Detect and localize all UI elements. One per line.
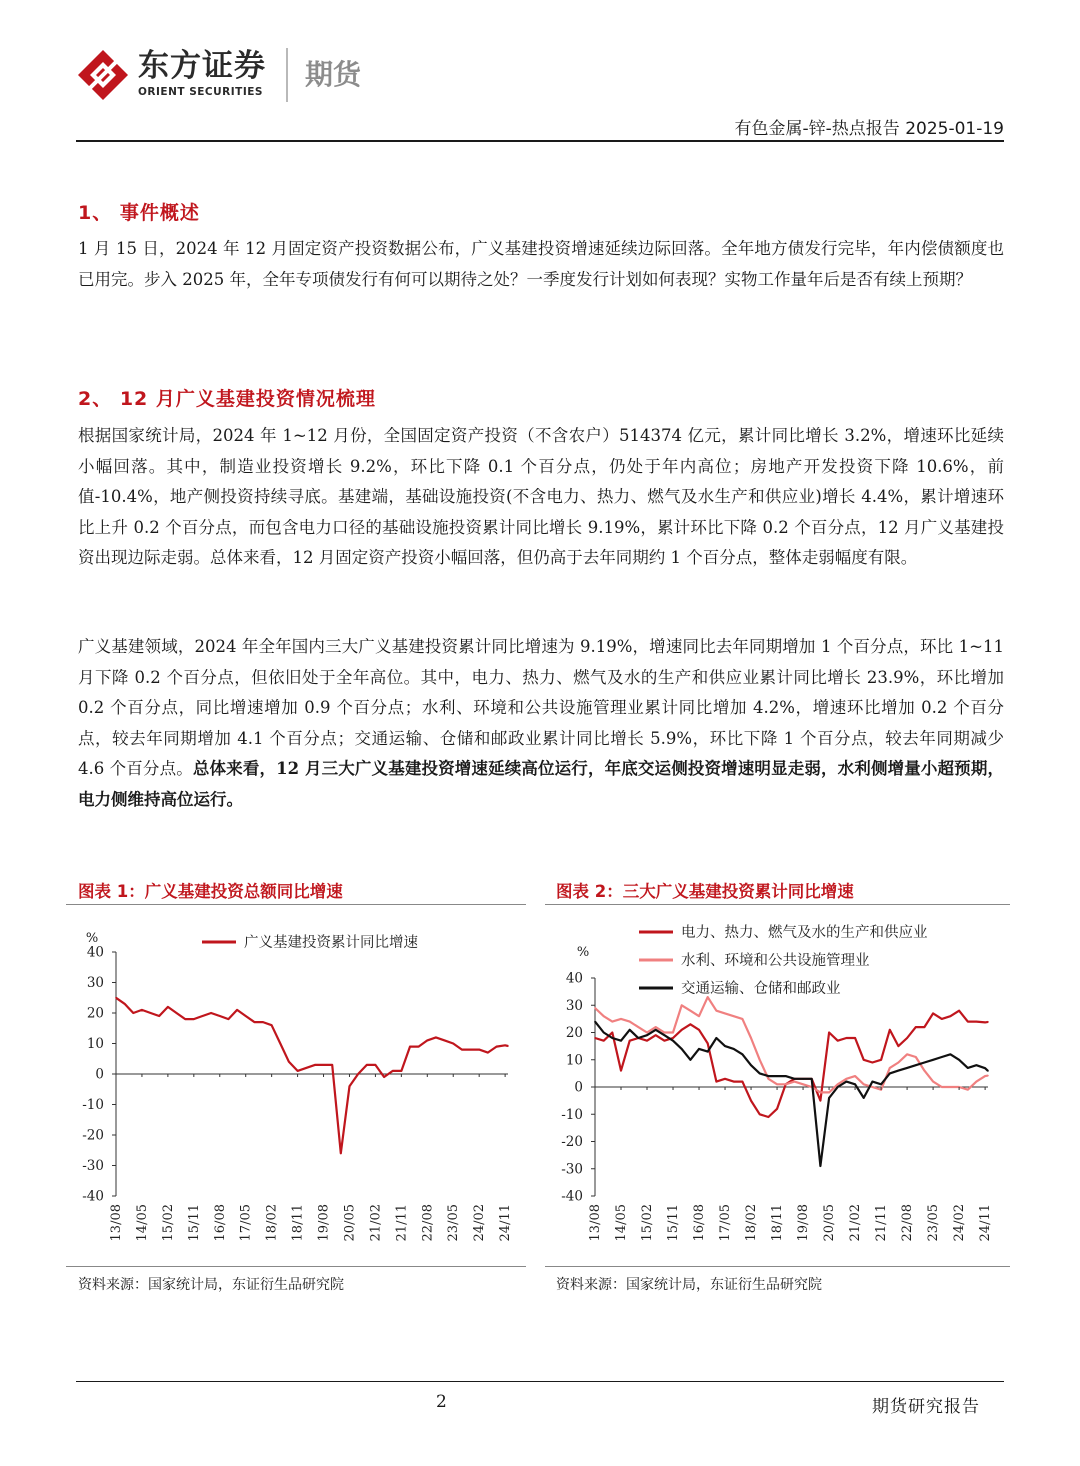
x-tick-label: 18/11 [290, 1204, 306, 1242]
data-point [279, 1043, 281, 1045]
legend-label: 电力、热力、燃气及水的生产和供应业 [681, 925, 928, 941]
data-point [811, 1078, 813, 1080]
section1-title: 1、 事件概述 [78, 202, 200, 224]
data-point [742, 1054, 744, 1056]
data-point [193, 1018, 195, 1020]
data-point [262, 1021, 264, 1023]
data-point [776, 1083, 778, 1085]
data-point [594, 1007, 596, 1009]
data-point [967, 1089, 969, 1091]
data-point [915, 1056, 917, 1058]
data-point [202, 1015, 204, 1017]
data-point [759, 1059, 761, 1061]
x-tick-label: 21/02 [848, 1204, 864, 1242]
data-point [184, 1018, 186, 1020]
data-point [452, 1043, 454, 1045]
data-point [724, 1045, 726, 1047]
data-point [603, 1015, 605, 1017]
data-point [392, 1070, 394, 1072]
x-tick-label: 16/08 [692, 1204, 708, 1242]
y-tick-label: -10 [561, 1106, 583, 1123]
x-tick-label: 19/08 [796, 1204, 812, 1242]
data-point [733, 1081, 735, 1083]
x-tick-label: 14/05 [614, 1204, 630, 1242]
x-tick-label: 17/05 [238, 1204, 254, 1242]
section2-title: 2、 12 月广义基建投资情况梳理 [78, 388, 376, 410]
data-point [941, 1056, 943, 1058]
data-point [297, 1070, 299, 1072]
data-point [846, 1078, 848, 1080]
data-point [132, 1012, 134, 1014]
data-point [802, 1078, 804, 1080]
x-tick-label: 24/11 [498, 1204, 514, 1242]
data-point [707, 1051, 709, 1053]
figure2-title: 图表 2：三大广义基建投资累计同比增速 [556, 882, 854, 901]
data-point [820, 1092, 822, 1094]
y-tick-label: 40 [565, 970, 583, 987]
data-point [872, 1086, 874, 1088]
data-point [872, 1081, 874, 1083]
y-tick-label: -20 [561, 1134, 583, 1150]
figure2-bottom-rule [545, 1266, 1010, 1267]
x-tick-label: 17/05 [718, 1204, 734, 1242]
x-tick-label: 18/02 [744, 1204, 760, 1242]
data-point [932, 1059, 934, 1061]
data-point [115, 997, 117, 999]
data-point [478, 1049, 480, 1051]
data-point [872, 1062, 874, 1064]
data-point [846, 1037, 848, 1039]
data-point [435, 1037, 437, 1039]
data-point [245, 1015, 247, 1017]
data-point [690, 1059, 692, 1061]
data-point [219, 1015, 221, 1017]
x-tick-label: 18/02 [264, 1204, 280, 1242]
data-point [984, 1022, 986, 1024]
data-point [941, 1086, 943, 1088]
paragraph2-conclusion: 总体来看，12 月三大广义基建投资增速延续高位运行，年底交运侧投资增速明显走弱，水利侧增量小超预期，电力侧维持高位运行。 [78, 759, 1004, 809]
data-point [629, 1040, 631, 1042]
data-point [470, 1049, 472, 1051]
data-point [924, 1070, 926, 1072]
x-tick-label: 24/02 [472, 1204, 488, 1242]
data-point [750, 1064, 752, 1066]
data-point [314, 1064, 316, 1066]
data-point [141, 1009, 143, 1011]
data-point [305, 1067, 307, 1069]
data-point [932, 1013, 934, 1015]
data-point [664, 1032, 666, 1034]
data-point [698, 1015, 700, 1017]
data-point [375, 1064, 377, 1066]
data-point [984, 1067, 986, 1069]
data-point [724, 1078, 726, 1080]
data-point [383, 1076, 385, 1078]
data-point [672, 1037, 674, 1039]
data-point [716, 1037, 718, 1039]
data-point [950, 1086, 952, 1088]
data-point [271, 1024, 273, 1026]
x-tick-label: 16/08 [212, 1204, 228, 1242]
report-tag: 有色金属-锌-热点报告 2025-01-19 [734, 119, 1004, 139]
data-point [733, 1048, 735, 1050]
data-point [210, 1012, 212, 1014]
data-point [768, 1116, 770, 1118]
footer-divider [76, 1381, 1004, 1382]
data-point [984, 1075, 986, 1077]
data-point [768, 1075, 770, 1077]
data-point [976, 1081, 978, 1083]
data-point [889, 1073, 891, 1075]
data-point [967, 1021, 969, 1023]
figure1-title: 图表 1：广义基建投资总额同比增速 [78, 882, 343, 901]
x-tick-label: 22/08 [420, 1204, 436, 1242]
y-tick-label: -40 [82, 1188, 104, 1205]
x-tick-label: 21/11 [874, 1204, 890, 1242]
page-number: 2 [436, 1392, 447, 1412]
data-point [854, 1075, 856, 1077]
x-tick-label: 23/05 [446, 1204, 462, 1242]
footer-report-type: 期货研究报告 [872, 1397, 980, 1417]
data-point [776, 1075, 778, 1077]
x-tick-label: 20/05 [342, 1204, 358, 1242]
y-tick-label: 20 [86, 1005, 104, 1022]
data-point [426, 1040, 428, 1042]
figure1-source: 资料来源：国家统计局，东证衍生品研究院 [78, 1277, 344, 1293]
data-point [837, 1083, 839, 1085]
data-point [958, 1010, 960, 1012]
data-point [837, 1040, 839, 1042]
data-point [906, 1037, 908, 1039]
data-point [924, 1062, 926, 1064]
data-point [742, 1018, 744, 1020]
data-point [646, 1034, 648, 1036]
data-point [915, 1064, 917, 1066]
y-tick-label: -10 [82, 1097, 104, 1113]
x-tick-label: 14/05 [134, 1204, 150, 1242]
figure2-title-rule [545, 904, 1010, 905]
x-tick-label: 15/11 [666, 1204, 682, 1242]
figure1-chart [66, 910, 526, 1260]
data-point [331, 1064, 333, 1066]
data-point [898, 1070, 900, 1072]
data-point [759, 1073, 761, 1075]
data-point [655, 1029, 657, 1031]
data-point [785, 1083, 787, 1085]
y-tick-label: 20 [565, 1025, 583, 1041]
data-point [664, 1040, 666, 1042]
x-tick-label: 24/02 [952, 1204, 968, 1242]
section1-paragraph: 1 月 15 日，2024 年 12 月固定资产投资数据公布，广义基建投资增速延续边际回落。全年地方债发行完毕，年内偿债额度也已用完。步入 2025 年，全年专项债发行有何可以期待之处？一季度发行计划如何表现？实物工作量年后是否有续上预期？ [78, 239, 1004, 289]
y-tick-label: 0 [574, 1079, 583, 1096]
data-point [854, 1037, 856, 1039]
x-tick-label: 23/05 [926, 1204, 942, 1242]
data-point [603, 1040, 605, 1042]
data-point [950, 1054, 952, 1056]
figure2-source: 资料来源：国家统计局，东证衍生品研究院 [556, 1277, 822, 1293]
legend-label: 水利、环境和公共设施管理业 [681, 953, 870, 969]
x-tick-label: 18/11 [770, 1204, 786, 1242]
data-point [863, 1097, 865, 1099]
legend-label: 广义基建投资累计同比增速 [244, 935, 418, 951]
x-tick-label: 22/08 [900, 1204, 916, 1242]
data-point [167, 1006, 169, 1008]
series-line-2 [595, 1022, 988, 1166]
series-line-0 [116, 998, 508, 1154]
data-point [629, 1029, 631, 1031]
x-tick-label: 21/11 [394, 1204, 410, 1242]
x-tick-label: 19/08 [316, 1204, 332, 1242]
logo-separator [286, 48, 288, 102]
data-point [664, 1034, 666, 1036]
data-point [724, 1013, 726, 1015]
y-tick-label: -20 [82, 1127, 104, 1144]
data-point [681, 1048, 683, 1050]
data-point [461, 1049, 463, 1051]
data-point [707, 1043, 709, 1045]
x-tick-label: 13/08 [109, 1204, 124, 1242]
data-point [802, 1083, 804, 1085]
figure1-bottom-rule [66, 1266, 526, 1267]
data-point [906, 1067, 908, 1069]
data-point [967, 1067, 969, 1069]
y-tick-label: -40 [561, 1188, 583, 1205]
data-point [594, 1037, 596, 1039]
data-point [750, 1100, 752, 1102]
figure1-title-rule [66, 904, 526, 905]
data-point [507, 1045, 509, 1047]
data-point [603, 1032, 605, 1034]
data-point [987, 1070, 989, 1072]
figure1-y-unit: % [85, 931, 99, 946]
data-point [620, 1018, 622, 1020]
x-tick-label: 21/02 [368, 1204, 384, 1242]
data-point [932, 1081, 934, 1083]
data-point [898, 1062, 900, 1064]
data-point [987, 1075, 989, 1077]
y-tick-label: 30 [565, 997, 583, 1014]
data-point [496, 1046, 498, 1048]
x-tick-label: 13/08 [588, 1204, 603, 1242]
data-point [698, 1048, 700, 1050]
figure2-chart [545, 910, 1010, 1260]
data-point [672, 1032, 674, 1034]
data-point [794, 1078, 796, 1080]
data-point [690, 1010, 692, 1012]
data-point [837, 1086, 839, 1088]
data-point [401, 1070, 403, 1072]
data-point [698, 1029, 700, 1031]
data-point [288, 1061, 290, 1063]
y-tick-label: -30 [561, 1161, 583, 1178]
data-point [889, 1029, 891, 1031]
x-tick-label: 15/02 [160, 1204, 176, 1242]
data-point [646, 1040, 648, 1042]
data-point [638, 1026, 640, 1028]
data-point [594, 1021, 596, 1023]
data-point [690, 1024, 692, 1026]
data-point [357, 1073, 359, 1075]
orient-logo-icon [76, 48, 130, 102]
y-tick-label: 40 [86, 944, 104, 961]
paragraph2-text: 广义基建领域，2024 年全年国内三大广义基建投资累计同比增速为 9.19%，增速同比去年同期增加 1 个百分点，环比 1~11 月下降 0.2 个百分点，但依旧处于全年高位。其中，电力、热力、燃气及水的生产和供应业累计同比增长 23.9%，环比增加 0.2 个百分点，同比增速增加 0.9 个百分点；水利、环境和公共设施管理业累计同比增加 4.2%，增速环比增加 0.2 个百分点，较去年同期增加 4.1 个百分点；交通运输、仓储和邮政业累计同比增长 5.9%，环比下降 1 个百分点，较去年同期减少 4.6 个百分点。 [78, 637, 1004, 778]
data-point [158, 1015, 160, 1017]
data-point [889, 1067, 891, 1069]
data-point [150, 1012, 152, 1014]
data-point [409, 1046, 411, 1048]
section2-paragraph-2 [78, 632, 1004, 815]
data-point [444, 1040, 446, 1042]
data-point [906, 1054, 908, 1056]
data-point [672, 1040, 674, 1042]
data-point [987, 1021, 989, 1023]
data-point [349, 1085, 351, 1087]
data-point [750, 1037, 752, 1039]
y-tick-label: 30 [86, 975, 104, 991]
data-point [820, 1165, 822, 1167]
data-point [629, 1021, 631, 1023]
data-point [124, 1003, 126, 1005]
data-point [950, 1015, 952, 1017]
data-point [776, 1108, 778, 1110]
data-point [646, 1032, 648, 1034]
legend-label: 交通运输、仓储和邮政业 [681, 981, 841, 997]
x-tick-label: 20/05 [822, 1204, 838, 1242]
data-point [828, 1032, 830, 1034]
data-point [863, 1059, 865, 1061]
header-divider [76, 140, 1004, 142]
data-point [898, 1045, 900, 1047]
company-logo [76, 44, 376, 108]
data-point [976, 1021, 978, 1023]
data-point [794, 1081, 796, 1083]
y-tick-label: 10 [565, 1052, 583, 1069]
data-point [612, 1032, 614, 1034]
data-point [638, 1037, 640, 1039]
data-point [759, 1113, 761, 1115]
data-point [941, 1018, 943, 1020]
data-point [915, 1026, 917, 1028]
data-point [487, 1052, 489, 1054]
data-point [863, 1083, 865, 1085]
data-point [612, 1021, 614, 1023]
data-point [785, 1075, 787, 1077]
x-tick-label: 15/02 [640, 1204, 656, 1242]
data-point [958, 1059, 960, 1061]
data-point [504, 1045, 506, 1047]
logo-chinese-name: 东方证券 [138, 48, 266, 84]
data-point [418, 1046, 420, 1048]
data-point [655, 1026, 657, 1028]
data-point [176, 1012, 178, 1014]
data-point [716, 1010, 718, 1012]
data-point [880, 1083, 882, 1085]
data-point [366, 1064, 368, 1066]
data-point [880, 1059, 882, 1061]
data-point [828, 1092, 830, 1094]
data-point [733, 1015, 735, 1017]
data-point [854, 1083, 856, 1085]
y-tick-label: -30 [82, 1158, 104, 1174]
data-point [655, 1034, 657, 1036]
data-point [976, 1064, 978, 1066]
data-point [620, 1070, 622, 1072]
logo-english-name: ORIENT SECURITIES [138, 86, 263, 98]
data-point [323, 1064, 325, 1066]
data-point [924, 1026, 926, 1028]
data-point [768, 1078, 770, 1080]
data-point [228, 1018, 230, 1020]
data-point [846, 1081, 848, 1083]
data-point [820, 1100, 822, 1102]
x-tick-label: 24/11 [978, 1204, 994, 1242]
series-line-0 [595, 1011, 988, 1117]
data-point [236, 1009, 238, 1011]
y-tick-label: 0 [95, 1066, 104, 1083]
logo-division: 期货 [305, 58, 362, 91]
data-point [340, 1153, 342, 1155]
data-point [620, 1040, 622, 1042]
figure2-y-unit: % [576, 945, 590, 960]
x-tick-label: 15/11 [186, 1204, 202, 1242]
data-point [681, 1029, 683, 1031]
section2-paragraph-1: 根据国家统计局，2024 年 1~12 月份，全国固定资产投资（不含农户）514374 亿元，累计同比增长 3.2%，增速环比延续小幅回落。其中，制造业投资增长 9.2%，环比下降 0.1 个百分点，仍处于年内高位；房地产开发投资下降 10.6%，前值-10.4%，地产侧投资持续寻底。基建端，基础设施投资(不含电力、热力、燃气及水生产和供应业)增长 4.4%，累计增速环比上升 0.2 个百分点，而包含电力口径的基础设施投资累计同比增长 9.19%，累计环比下降 0.2 个百分点，12 月广义基建投资出现边际走弱。总体来看，12 月固定资产投资小幅回落，但仍高于去年同期约 1 个百分点，整体走弱幅度有限。 [78, 426, 1004, 567]
y-tick-label: 10 [86, 1036, 104, 1052]
data-point [716, 1081, 718, 1083]
data-point [828, 1097, 830, 1099]
data-point [681, 1004, 683, 1006]
data-point [742, 1081, 744, 1083]
data-point [254, 1021, 256, 1023]
data-point [612, 1037, 614, 1039]
